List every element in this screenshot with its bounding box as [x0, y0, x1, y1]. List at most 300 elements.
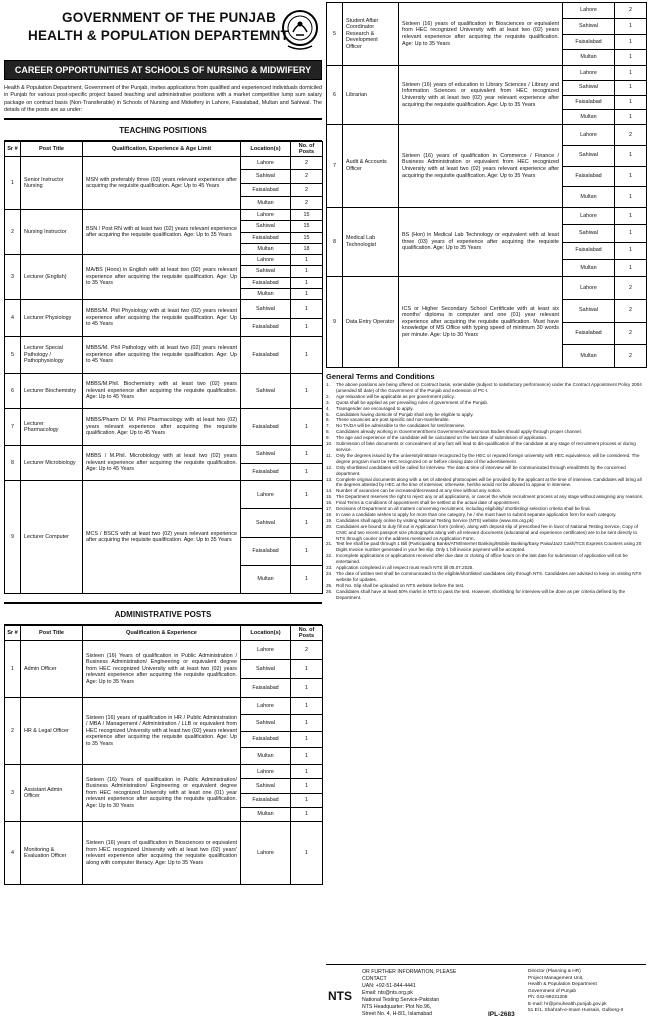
location-name: Sahiwal [241, 715, 290, 732]
term-text: Candidates are bound to duly fill out in Application form (online), along with deposit slip of prescribed fee in favor of National Testing Service, Copy of CNIC and two recent passport size photographs along with all relevant documents (educational and experience certificates) are to be sent directly to NTS through courier on the address mentioned on Application Form. [336, 523, 638, 541]
location-name: Lahore [241, 698, 290, 715]
post-count: 1 [305, 290, 308, 297]
locations-stack [241, 374, 290, 408]
term-number: 12. [326, 464, 333, 470]
contact-line: UAN: +92-51-844-4441 [362, 983, 416, 989]
location-name: Multan [580, 193, 597, 200]
location-name: Faisalabad [563, 243, 614, 260]
row-number: 1 [5, 641, 21, 698]
table-row [5, 822, 323, 885]
term-number: 1. [326, 382, 330, 387]
location-name: Lahore [563, 125, 614, 146]
col-qualification: Qualification & Experience [83, 626, 241, 641]
table-row [5, 157, 323, 210]
term-number: 13. [326, 476, 333, 482]
post-count: 1 [291, 255, 322, 266]
location-name: Sahiwal [241, 660, 290, 679]
term-text: No TA/DA will be admissible to the candidates for test/interview. [336, 423, 466, 429]
row-number: 5 [327, 3, 343, 66]
post-count: 1 [305, 753, 308, 760]
post-count: 1 [305, 468, 308, 475]
location-name: Sahiwal [563, 81, 614, 96]
posts-cell [291, 481, 323, 594]
post-count: 2 [291, 170, 322, 183]
post-title: Lecturer Physiology [21, 300, 83, 337]
post-count: 2 [615, 323, 646, 346]
admin-table-continued [326, 2, 647, 368]
location-name: Faisalabad [563, 96, 614, 111]
contact-line: Street No. 4, H-8/1, Islamabad [362, 1011, 433, 1017]
locations-stack [563, 208, 614, 276]
post-count: 2 [615, 125, 646, 146]
location-name: Faisalabad [252, 684, 279, 691]
location-name: Sahiwal [241, 170, 290, 183]
location-name: Multan [257, 290, 274, 297]
term-item [326, 589, 646, 601]
row-number: 2 [5, 210, 21, 255]
term-item [326, 441, 646, 453]
term-text: Application completed in all respect must reach NTS till 05.07.2025. [336, 565, 474, 571]
post-count: 1 [291, 779, 322, 793]
locations-cell [241, 210, 291, 255]
table-row [327, 125, 647, 208]
locations-cell [241, 698, 291, 765]
post-count: 1 [629, 193, 632, 200]
location-name: Multan [257, 245, 274, 252]
location-name: Faisalabad [252, 423, 279, 430]
row-number: 4 [5, 822, 21, 885]
locations-cell [241, 300, 291, 337]
locations-cell [241, 374, 291, 409]
post-count: 1 [615, 19, 646, 35]
location-name: Multan [257, 753, 274, 760]
term-number: 4. [326, 405, 330, 411]
post-title: Nursing Instructor [21, 210, 83, 255]
row-number: 9 [5, 481, 21, 594]
post-count: 1 [291, 732, 322, 749]
post-count: 1 [615, 208, 646, 225]
terms-list [326, 382, 646, 601]
posts-stack [291, 337, 322, 373]
location-name: Lahore [241, 210, 290, 221]
location-name: Faisalabad [252, 324, 279, 331]
post-count: 1 [305, 849, 308, 856]
ipl-number: IPL-2683 [488, 1011, 515, 1018]
punjab-emblem-icon [280, 8, 320, 52]
term-text: The Department reserves the right to reject any or all applications, or cancel the whole recruitment process at any stage without assigning any reasons. [336, 494, 644, 500]
qualification: ICS or Higher Secondary School Certificate with at least six months' diploma in computer and one (01) year relevant experience after acquiring the requisite qualification. Must have knowledge of MS Office with typing speed of minimum 30 words per minute. Age: Up to 30 Years [399, 277, 563, 368]
post-count: 1 [615, 146, 646, 167]
posts-stack [291, 481, 322, 593]
post-count: 15 [291, 221, 322, 232]
term-number: 19. [326, 517, 333, 523]
locations-stack [563, 125, 614, 207]
qualification: Sixteen (16) years of qualification in Biosciences or equivalent from HEC recognized University with at least two (02) years relevant experience after acquiring the requisite qualification. Age: Up to 35 Years [399, 3, 563, 66]
table-row [327, 3, 647, 66]
term-number: 24. [326, 571, 333, 576]
table-row [327, 208, 647, 277]
term-number: 23. [326, 565, 333, 571]
admin-table [4, 625, 323, 885]
col-posts: No. of Posts [291, 626, 323, 641]
qualification: MBBS/M.Phil. Biochemistry with at least two (02) years relevant experience after acquiring the requisite qualification. Age: Up to 45 Years [83, 374, 241, 409]
locations-stack [563, 277, 614, 367]
locations-stack [241, 409, 290, 445]
term-number: 2. [326, 393, 330, 399]
term-text: In case a candidate wishes to apply for more than one category, he / she must have to submit separate application form for each category. [336, 511, 617, 517]
location-name: Lahore [563, 3, 614, 19]
posts-cell [291, 300, 323, 337]
location-name: Lahore [257, 849, 274, 856]
col-sr: Sr # [5, 142, 21, 157]
row-number: 3 [5, 765, 21, 822]
right-column [326, 2, 646, 1022]
locations-cell [241, 446, 291, 481]
term-item [326, 453, 646, 465]
row-number: 9 [327, 277, 343, 368]
row-number: 5 [5, 337, 21, 374]
locations-stack [241, 446, 290, 480]
term-text: The above positions are being offered on Contract basis, extendable (subject to satisfactory performance) under the Contract Appointment Policy 2004 (amended till date) of the Government of the Punjab and extension of PC-I. [336, 382, 642, 393]
post-title: Student Affair Coordinator Research & Development Officer [343, 3, 399, 66]
col-sr: Sr # [5, 626, 21, 641]
location-name: Sahiwal [241, 300, 290, 319]
location-name: Sahiwal [256, 387, 275, 394]
director-line: 51 E/1, Shahrah-e-Imam Hussain, Gulberg-II [528, 1008, 624, 1013]
posts-cell [615, 277, 647, 368]
header [4, 2, 322, 56]
post-count: 2 [615, 277, 646, 300]
post-count: 1 [615, 35, 646, 51]
posts-cell [291, 337, 323, 374]
location-name: Faisalabad [241, 184, 290, 197]
post-count: 1 [629, 264, 632, 271]
term-number: 21. [326, 541, 333, 547]
term-number: 6. [326, 417, 330, 423]
location-name: Multan [580, 264, 597, 271]
col-qualification: Qualification, Experience & Age Limit [83, 142, 241, 157]
col-post: Post Title [21, 142, 83, 157]
post-count: 1 [615, 243, 646, 260]
term-number: 10. [326, 441, 333, 447]
post-count: 1 [615, 225, 646, 242]
term-number: 14. [326, 488, 333, 494]
posts-stack [291, 255, 322, 299]
term-number: 11. [326, 452, 333, 458]
col-location: Location(s) [241, 142, 291, 157]
term-item [326, 571, 646, 583]
posts-stack [615, 66, 646, 124]
location-name: Multan [257, 199, 274, 206]
qualification: MA/BS (Hons) in English with at least two (02) years relevant experience after acquiring the requisite qualification. Age: Up to 35 Years [83, 255, 241, 300]
term-item [326, 541, 646, 553]
qualification: MCS / BSCS with at least two (02) years relevant experience after acquiring the requisite qualification. Age: Up to 35 Years [83, 481, 241, 594]
term-text: Incomplete applications or applications received after due date or closing of office hours on the last date for submission of application will not be entertained. [336, 553, 628, 565]
post-count: 2 [615, 3, 646, 19]
term-text: Candidates shall apply online by visiting National Testing Service (NTS) website (www.nts.org.pk) [336, 517, 534, 523]
posts-cell [291, 210, 323, 255]
table-row [5, 698, 323, 765]
admin-section-title: ADMINISTRATIVE POSTS [4, 602, 322, 625]
locations-stack [241, 822, 290, 884]
term-text: The date of written test shall be communicated to the eligible/shortlisted candidates only through NTS. Candidates are advised to keep on visiting NTS website for updates. [336, 571, 642, 582]
term-number: 8. [326, 429, 330, 435]
locations-cell [241, 157, 291, 210]
table-row [5, 210, 323, 255]
locations-cell [241, 481, 291, 594]
term-text: Test fee shall be paid through 1 Bill (Participating Banks/ATM/Internet Banking/Mobile Banking/Easy Paisa/Jazz Cash/TCS Express Counters using 20 Digits Invoice number generated in your fee slip. Only 1 bill invoice payment will be accepted. [336, 541, 642, 553]
term-text: These vacancies are post specific and non-transferable. [336, 417, 450, 423]
location-name: Sahiwal [563, 19, 614, 35]
location-name: Multan [580, 113, 597, 120]
term-number: 15. [326, 494, 333, 500]
qualification: Sixteen (16) Years of qualification in Public Administration/ Business Administration/ Engineering or equivalent degree from HEC recognized University with at least one (01) year relevant experience after acquiring the requisite qualification. Age: Up to 30 Years [83, 765, 241, 822]
post-count: 1 [615, 66, 646, 81]
term-number: 17. [326, 506, 333, 512]
posts-stack [291, 409, 322, 445]
qualification: Sixteen (16) years of qualification in Commerce / Finance / Business Administration or equivalent from HEC recognized University with at least two (02) years relevant experience after acquiring the requisite qualification. Age: Up to 35 Years [399, 125, 563, 208]
term-text: Final Terms & Conditions of appointment shall be settled at the actual date of appointment. [336, 500, 521, 506]
post-title: Data Entry Operator [343, 277, 399, 368]
table-row [5, 409, 323, 446]
post-count: 1 [291, 446, 322, 464]
director-line: E-mail: hr@pmuhealth.punjab.gov.pk [528, 1001, 607, 1007]
post-count: 1 [305, 576, 308, 583]
location-name: Multan [257, 576, 274, 583]
row-number: 8 [327, 208, 343, 277]
location-name: Lahore [241, 641, 290, 660]
table-row [5, 765, 323, 822]
posts-stack [291, 822, 322, 884]
locations-stack [563, 3, 614, 65]
locations-stack [563, 66, 614, 124]
table-row [327, 277, 647, 368]
location-name: Multan [580, 54, 597, 61]
post-count: 1 [615, 167, 646, 188]
posts-cell [615, 208, 647, 277]
col-location: Location(s) [241, 626, 291, 641]
posts-stack [291, 374, 322, 408]
location-name: Faisalabad [252, 351, 279, 358]
qualification: BS (Hon) in Medical Lab Technology or equivalent with at least three (03) years of experience after acquiring the requisite qualification. Age: Up to 35 Years [399, 208, 563, 277]
term-text: Decisions of Department on all matters concerning recruitment, including eligibility/ shortlisting/ selection criteria shall be final. [336, 506, 591, 512]
post-title: Admin Officer [21, 641, 83, 698]
teaching-section-title: TEACHING POSITIONS [4, 118, 322, 141]
row-number: 7 [5, 409, 21, 446]
row-number: 1 [5, 157, 21, 210]
location-name: Faisalabad [241, 538, 290, 566]
location-name: Sahiwal [241, 779, 290, 793]
director-block [528, 969, 646, 1015]
term-number: 16. [326, 500, 333, 506]
posts-cell [615, 66, 647, 125]
location-name: Faisalabad [563, 167, 614, 188]
posts-stack [615, 125, 646, 207]
location-name: Sahiwal [241, 446, 290, 464]
post-title: Medical Lab Technologist [343, 208, 399, 277]
row-number: 6 [5, 374, 21, 409]
post-count: 1 [305, 324, 308, 331]
qualification: BSN / Post RN with at least two (02) years relevant experience after acquiring the requisite qualification. Age: Up to 35 Years [83, 210, 241, 255]
term-text: Only the degrees issued by the university/institute recognized by the HEC or reputed foreign university with HEC equivalence, will be considered. The degree program must be HEC recognized on or before closing date of the advertisement. [336, 452, 640, 464]
locations-stack [241, 210, 290, 254]
posts-cell [291, 446, 323, 481]
location-name: Multan [257, 811, 274, 818]
teaching-table [4, 141, 323, 594]
contact-line: CONTACT [362, 976, 387, 982]
post-title: Lecturer (English) [21, 255, 83, 300]
locations-cell [563, 208, 615, 277]
qualification: MSN with preferably three (03) years relevant experience after acquiring the requisite qualification. Age: Up to 45 Years [83, 157, 241, 210]
row-number: 2 [5, 698, 21, 765]
location-name: Sahiwal [563, 146, 614, 167]
locations-stack [241, 157, 290, 209]
posts-stack [291, 698, 322, 764]
term-item [326, 553, 646, 565]
locations-cell [241, 822, 291, 885]
post-count: 2 [291, 157, 322, 170]
posts-stack [291, 446, 322, 480]
location-name: Faisalabad [241, 278, 290, 289]
term-text: Submission of fake documents or concealment of any fact will lead to dis-qualification of the candidate at any stage of recruitment process or during service. [336, 441, 636, 452]
term-text: Roll No. Slip shall be uploaded on NTS website before the test. [336, 582, 465, 588]
term-text: Candidates already working in Government/Semi Government/Autonomous Bodies should apply through proper channel. [336, 429, 582, 435]
director-line: Director (Planning & HR) [528, 969, 581, 974]
post-count: 2 [305, 199, 308, 206]
nts-logo: NTS [328, 989, 352, 1003]
qualification: Sixteen (16) years of qualification in Biosciences or equivalent from HEC recognized University with at least two (02) years' relevant experience after acquiring the requisite qualification along with computer literacy. Age: Up to 35 Years [83, 822, 241, 885]
location-name: Lahore [563, 66, 614, 81]
col-post: Post Title [21, 626, 83, 641]
location-name: Sahiwal [563, 225, 614, 242]
term-number: 22. [326, 553, 333, 559]
term-text: Transgender are encouraged to apply. [336, 405, 414, 411]
director-line: Project Management Unit, [528, 975, 584, 981]
post-count: 1 [291, 266, 322, 277]
contact-line: OR FURTHER INFORMATION, PLEASE [362, 969, 457, 975]
director-line: Ph: 042-99231206 [528, 995, 568, 1000]
teaching-header-row [5, 142, 323, 157]
table-row [5, 337, 323, 374]
location-name: Lahore [563, 208, 614, 225]
post-count: 1 [291, 660, 322, 679]
term-item [326, 524, 646, 542]
posts-stack [291, 300, 322, 336]
post-title: Lecturer Biochemistry [21, 374, 83, 409]
locations-cell [563, 277, 615, 368]
contact-line: Email: nts@nts.org.pk [362, 990, 413, 996]
qualification: Sixteen (16) years of qualification in HR / Public Administration / MBA / Management / Administration / LLB or equivalent from HEC recognized University with at least two (02) years relevant experience after acquiring the requisite qualification. Age: Up to 35 Years [83, 698, 241, 765]
location-name: Faisalabad [252, 468, 279, 475]
location-name: Sahiwal [241, 266, 290, 277]
term-text: Candidates having domicile of Punjab shall only be eligible to apply. [336, 411, 474, 417]
post-count: 1 [291, 715, 322, 732]
location-name: Multan [580, 352, 597, 359]
posts-cell [291, 698, 323, 765]
post-count: 2 [291, 641, 322, 660]
qualification: MBBS / M.Phil. Microbiology with at least two (02) years relevant experience after acquiring the requisite qualification. Age: Up to 45 Years [83, 446, 241, 481]
posts-cell [291, 641, 323, 698]
posts-cell [291, 255, 323, 300]
post-title: Lecturer Microbiology [21, 446, 83, 481]
term-number: 25. [326, 582, 333, 588]
header-government: GOVERNMENT OF THE PUNJAB [62, 10, 277, 25]
term-text: Age relaxation will be applicable as per government policy. [336, 393, 455, 399]
post-count: 1 [629, 113, 632, 120]
post-count: 1 [291, 538, 322, 566]
term-text: The age and experience of the candidate will be calculated on the last date of submission of application. [336, 435, 548, 441]
location-name: Faisalabad [563, 35, 614, 51]
locations-stack [241, 641, 290, 697]
table-row [5, 255, 323, 300]
location-name: Sahiwal [563, 300, 614, 323]
admin-header-row [5, 626, 323, 641]
post-count: 1 [305, 387, 308, 394]
row-number: 4 [5, 300, 21, 337]
locations-cell [241, 765, 291, 822]
post-count: 1 [291, 765, 322, 779]
left-column [4, 2, 322, 1022]
term-number: 18. [326, 511, 333, 517]
table-row [5, 300, 323, 337]
terms-title: General Terms and Conditions [326, 372, 435, 381]
location-name: Sahiwal [241, 221, 290, 232]
qualification: Sixteen (16) Years of qualification in Public Administration / Business Administration/ Engineering or equivalent degree from HEC recognized University with at least two (02) years relevant experience after acquiring the requisite qualification. Age: Up to 35 Years [83, 641, 241, 698]
post-count: 15 [291, 233, 322, 244]
career-banner: CAREER OPPORTUNITIES AT SCHOOLS OF NURSING & MIDWIFERY [4, 60, 322, 80]
posts-cell [291, 409, 323, 446]
locations-stack [241, 481, 290, 593]
contact-line: NTS Headquarter: Plot No.96, [362, 1004, 432, 1010]
posts-stack [615, 277, 646, 367]
post-title: Lecturer Special Pathology / Pathophysiology [21, 337, 83, 374]
post-title: Assistant Admin Officer [21, 765, 83, 822]
post-count: 1 [291, 698, 322, 715]
location-name: Lahore [241, 765, 290, 779]
term-number: 7. [326, 423, 330, 429]
posts-cell [291, 822, 323, 885]
locations-cell [241, 409, 291, 446]
header-department: HEALTH & POPULATION DEPARTEMNT [28, 28, 289, 43]
post-count: 15 [291, 210, 322, 221]
post-count: 1 [615, 96, 646, 111]
row-number: 8 [5, 446, 21, 481]
post-count: 1 [305, 423, 308, 430]
posts-stack [615, 3, 646, 65]
term-item [326, 477, 646, 489]
post-count: 1 [291, 794, 322, 808]
qualification: MBBS/Pharm D/ M. Phil Pharmacology with at least two (02) years relevant experience after acquiring the requisite qualification. Age: Up to 45 Years [83, 409, 241, 446]
locations-stack [241, 337, 290, 373]
qualification: MBBS/M. Phil Pathology with at least two (02) years relevant experience after acquiring the requisite qualification. Age: Up to 45 Years [83, 337, 241, 374]
contact-line: National Testing Service-Pakistan [362, 997, 440, 1003]
locations-cell [241, 641, 291, 698]
term-text: Candidates shall have at least 50% marks in NTS to pass the test. However, shortlisting for interview will be done as per criteria defined by the Department. [336, 588, 626, 600]
location-name: Faisalabad [241, 732, 290, 749]
location-name: Lahore [241, 481, 290, 509]
locations-cell [241, 337, 291, 374]
post-title: HR & Legal Officer [21, 698, 83, 765]
col-posts: No. of Posts [291, 142, 323, 157]
posts-cell [615, 3, 647, 66]
table-row [327, 66, 647, 125]
term-number: 20. [326, 523, 333, 529]
locations-stack [241, 698, 290, 764]
posts-stack [291, 210, 322, 254]
posts-stack [291, 641, 322, 697]
row-number: 3 [5, 255, 21, 300]
post-title: Librarian [343, 66, 399, 125]
